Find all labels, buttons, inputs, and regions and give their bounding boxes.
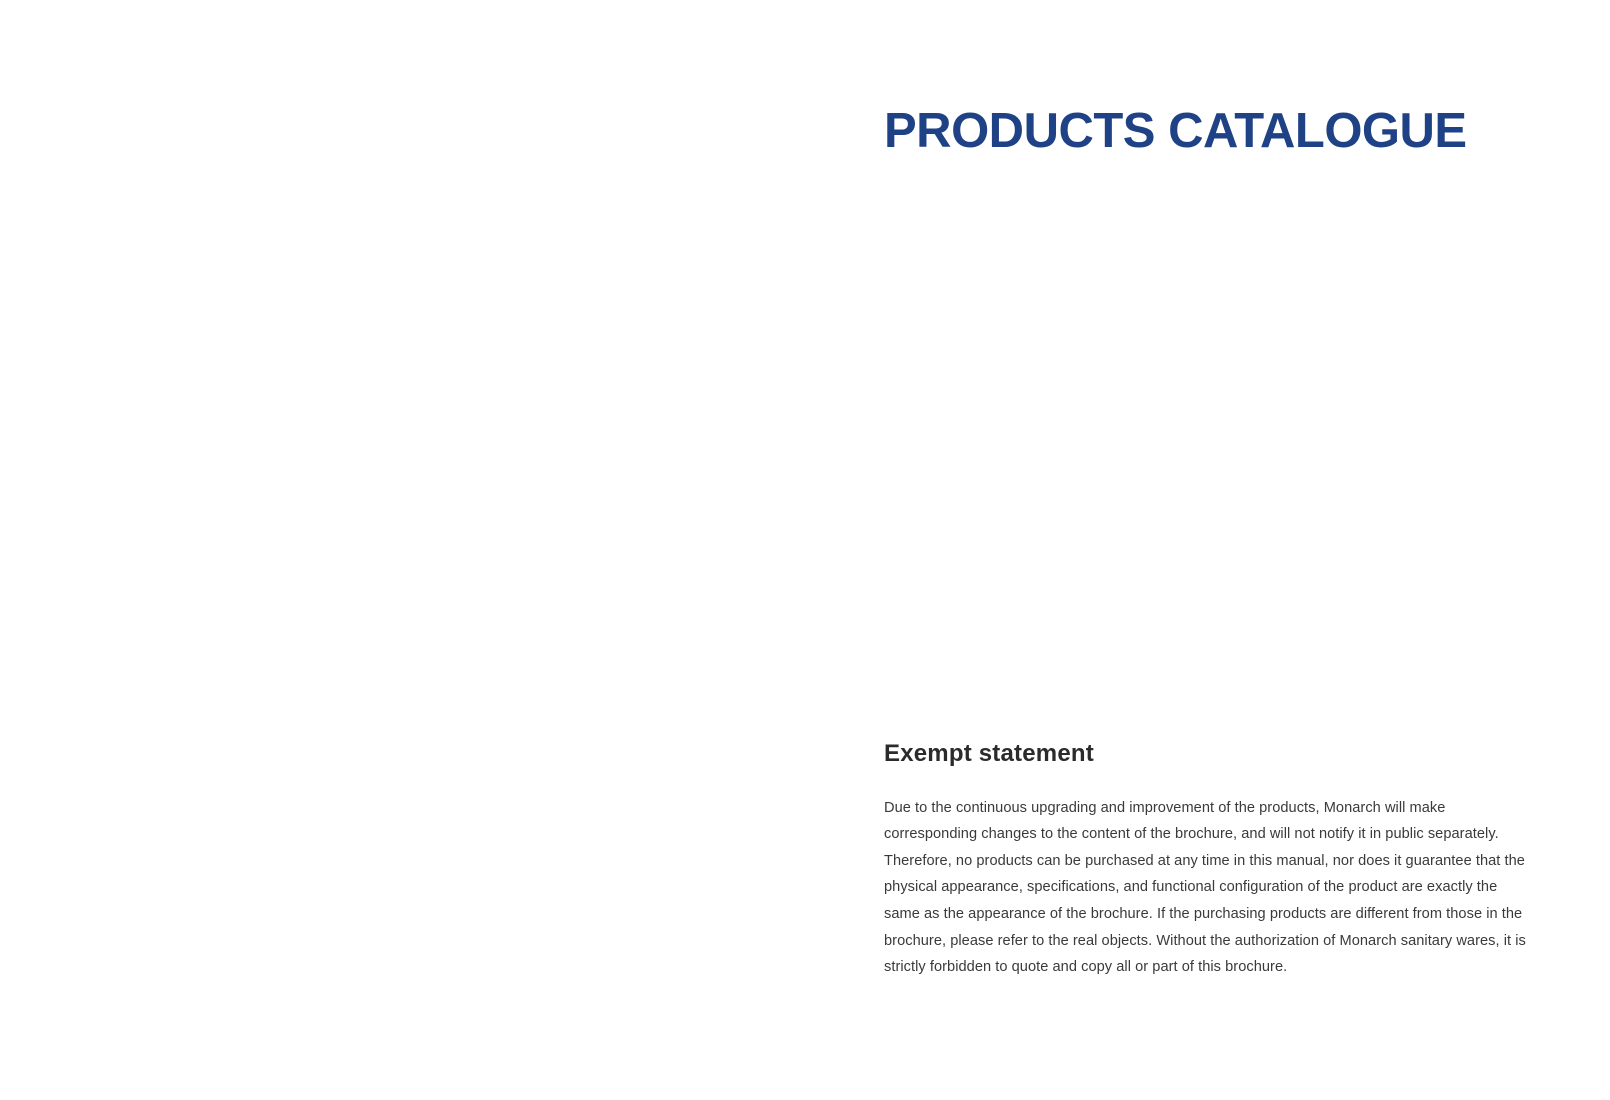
exempt-statement-section: [884, 740, 1534, 981]
exempt-statement-body: Due to the continuous upgrading and improvement of the products, Monarch will make corresponding changes to the content of the brochure, and will not notify it in public separately. Therefore, no products can be purchased at any time in this manual, nor does it guarantee that the physical appearance, specifications, and functional configuration of the product are exactly the same as the appearance of the brochure. If the purchasing products are different from those in the brochure, please refer to the real objects. Without the authorization of Monarch sanitary wares, it is strictly forbidden to quote and copy all or part of this brochure.: [884, 799, 1526, 976]
exempt-statement-heading: Exempt statement: [884, 740, 1094, 767]
page-title: PRODUCTS CATALOGUE: [884, 103, 1467, 158]
